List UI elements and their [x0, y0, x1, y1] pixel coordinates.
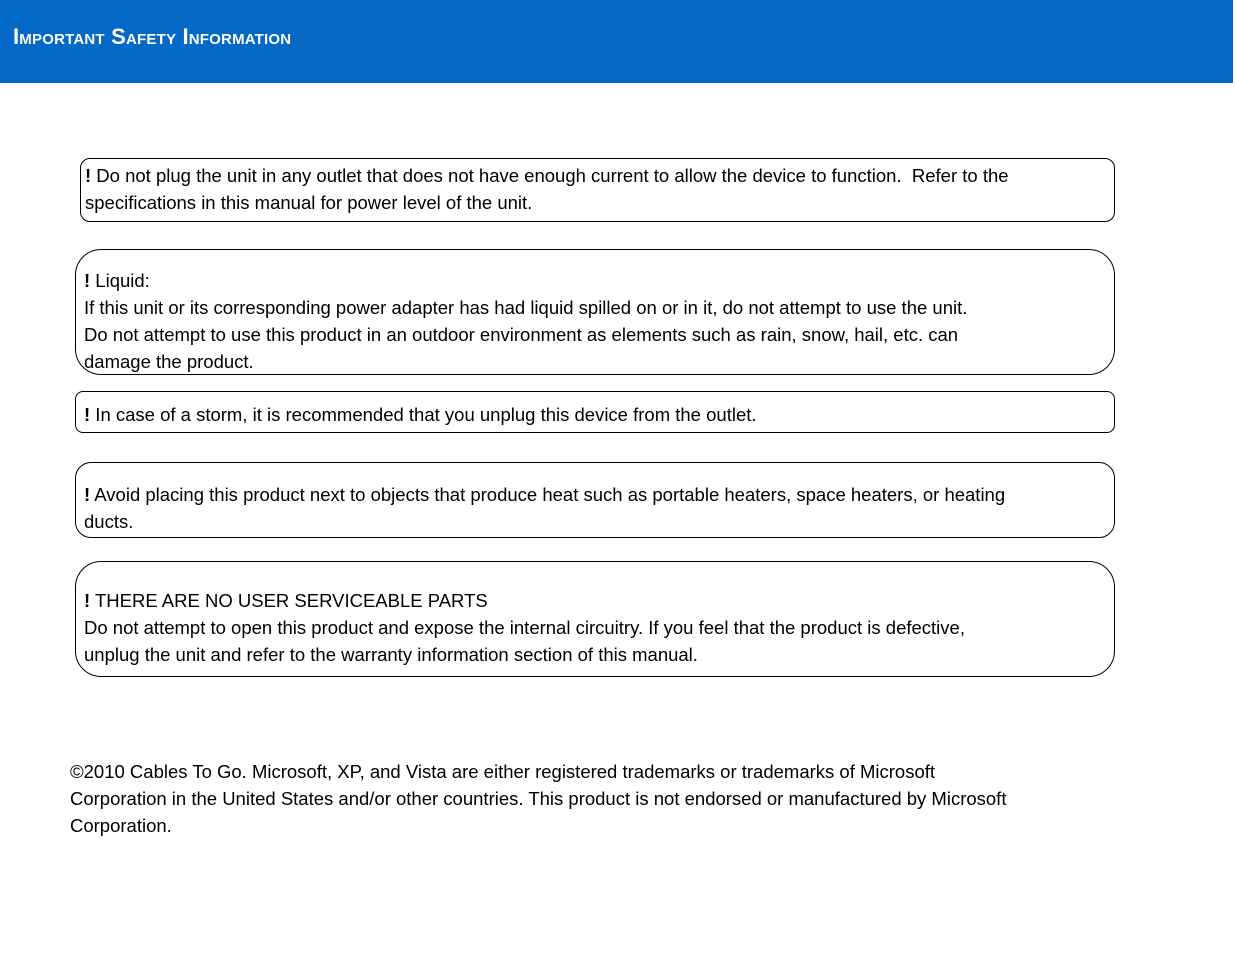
notice-heading: [84, 587, 1108, 614]
notice-heat: [75, 462, 1115, 538]
warning-marker: !: [85, 165, 92, 186]
notice-line: [84, 481, 1108, 508]
notice-heading: [84, 267, 1108, 294]
notice-line: damage the product.: [84, 351, 254, 372]
copyright-line: Corporation.: [70, 815, 172, 836]
copyright-line: Corporation in the United States and/or other countries. This product is not endorsed or manufactured by Microsoft: [70, 788, 1007, 809]
notice-line: If this unit or its corresponding power adapter has had liquid spilled on or in it, do not attempt to use the unit.: [84, 297, 968, 318]
notice-line: specifications in this manual for power level of the unit.: [85, 192, 533, 213]
notice-line: [85, 162, 1108, 189]
copyright-notice: [70, 758, 1170, 839]
warning-marker: !: [84, 590, 91, 611]
page-title: Important Safety Information: [13, 24, 292, 49]
notice-text: Liquid:: [90, 270, 150, 291]
copyright-line: ©2010 Cables To Go. Microsoft, XP, and Vista are either registered trademarks or trademarks of Microsoft: [70, 761, 936, 782]
notice-text: Avoid placing this product next to objects that produce heat such as portable heaters, space heaters, or heating: [90, 484, 1006, 505]
notice-text: Do not plug the unit in any outlet that does not have enough current to allow the device to function. Refer to the: [91, 165, 1009, 186]
notice-line: unplug the unit and refer to the warranty information section of this manual.: [84, 644, 698, 665]
notice-line: Do not attempt to open this product and expose the internal circuitry. If you feel that the product is defective,: [84, 617, 965, 638]
notice-power-outlet: [80, 158, 1115, 222]
notice-line: [84, 401, 1108, 428]
notice-line: Do not attempt to use this product in an outdoor environment as elements such as rain, snow, hail, etc. can: [84, 324, 959, 345]
notice-serviceable-parts: [75, 561, 1115, 677]
warning-marker: !: [84, 270, 91, 291]
notice-liquid: [75, 249, 1115, 375]
notice-text: THERE ARE NO USER SERVICEABLE PARTS: [90, 590, 488, 611]
notice-line: ducts.: [84, 511, 134, 532]
header-bar: [0, 0, 1233, 83]
warning-marker: !: [84, 404, 91, 425]
warning-marker: !: [84, 484, 91, 505]
notice-storm: [75, 391, 1115, 433]
notice-text: In case of a storm, it is recommended that you unplug this device from the outlet.: [90, 404, 757, 425]
